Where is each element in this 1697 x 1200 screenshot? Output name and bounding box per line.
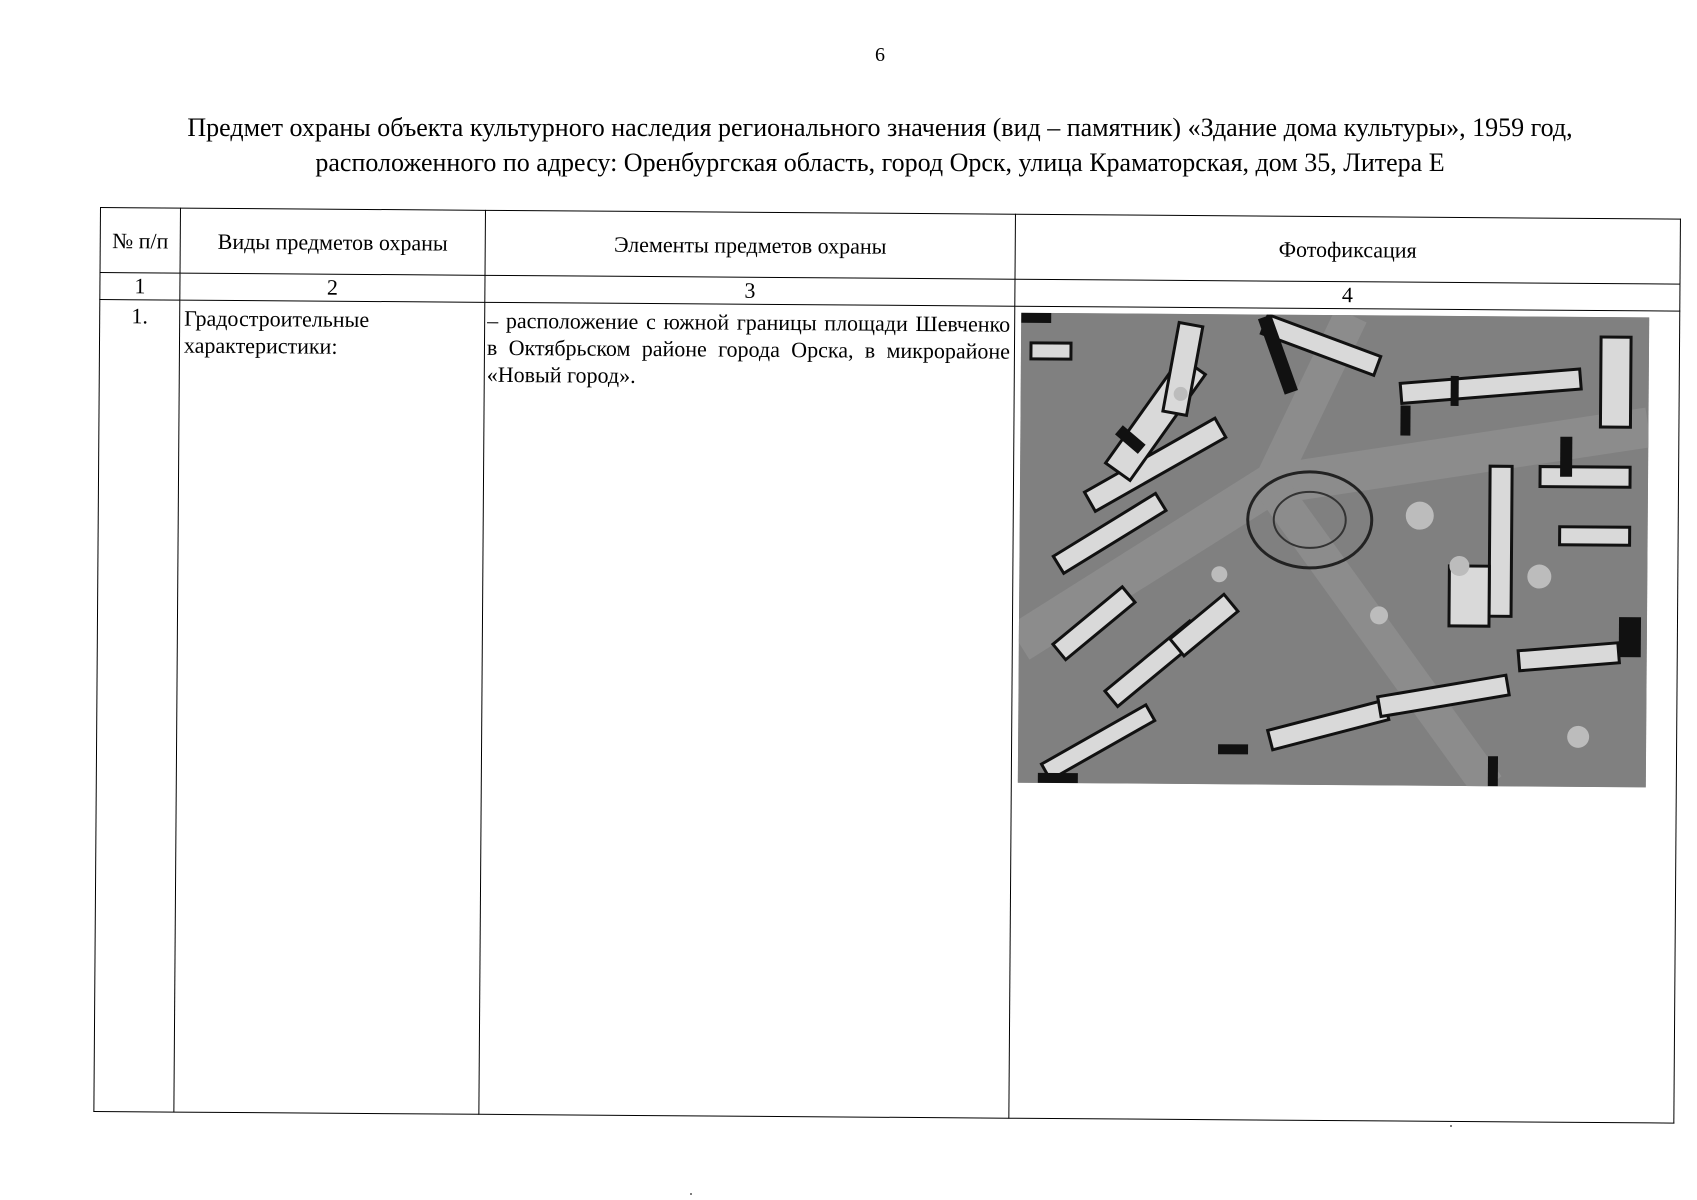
title-line-1: Предмет охраны объекта культурного наследия регионального значения (вид – памятник) «Здание дома культуры», 1959 год,: [187, 113, 1573, 142]
scan-speck: [1450, 1125, 1452, 1127]
aerial-photo: [1018, 313, 1649, 788]
row-number: 1.: [94, 300, 180, 1113]
column-number: 3: [485, 275, 1015, 306]
document-title: [110, 110, 1650, 180]
table-row: [94, 300, 1680, 1124]
column-number: 1: [100, 273, 180, 301]
row-elements: – расположение с южной границы площади Шевченко в Октябрьском районе города Орска, в микрорайоне «Новый город».: [479, 302, 1015, 1118]
table-header-row: [100, 208, 1680, 285]
page-number: 6: [875, 44, 885, 66]
header-number: № п/п: [100, 208, 180, 274]
title-line-2: расположенного по адресу: Оренбургская область, город Орск, улица Краматорская, дом 35, Литера Е: [315, 148, 1445, 177]
column-number: 2: [180, 273, 485, 302]
row-photo-cell: [1009, 306, 1680, 1123]
header-photo: Фотофиксация: [1015, 214, 1680, 284]
column-number: 4: [1015, 279, 1680, 311]
protection-table: [93, 207, 1681, 1124]
scan-speck: [690, 1193, 692, 1195]
row-type: Градостроительные характеристики:: [174, 300, 485, 1114]
header-types: Виды предметов охраны: [180, 208, 485, 275]
header-elements: Элементы предметов охраны: [485, 210, 1015, 279]
